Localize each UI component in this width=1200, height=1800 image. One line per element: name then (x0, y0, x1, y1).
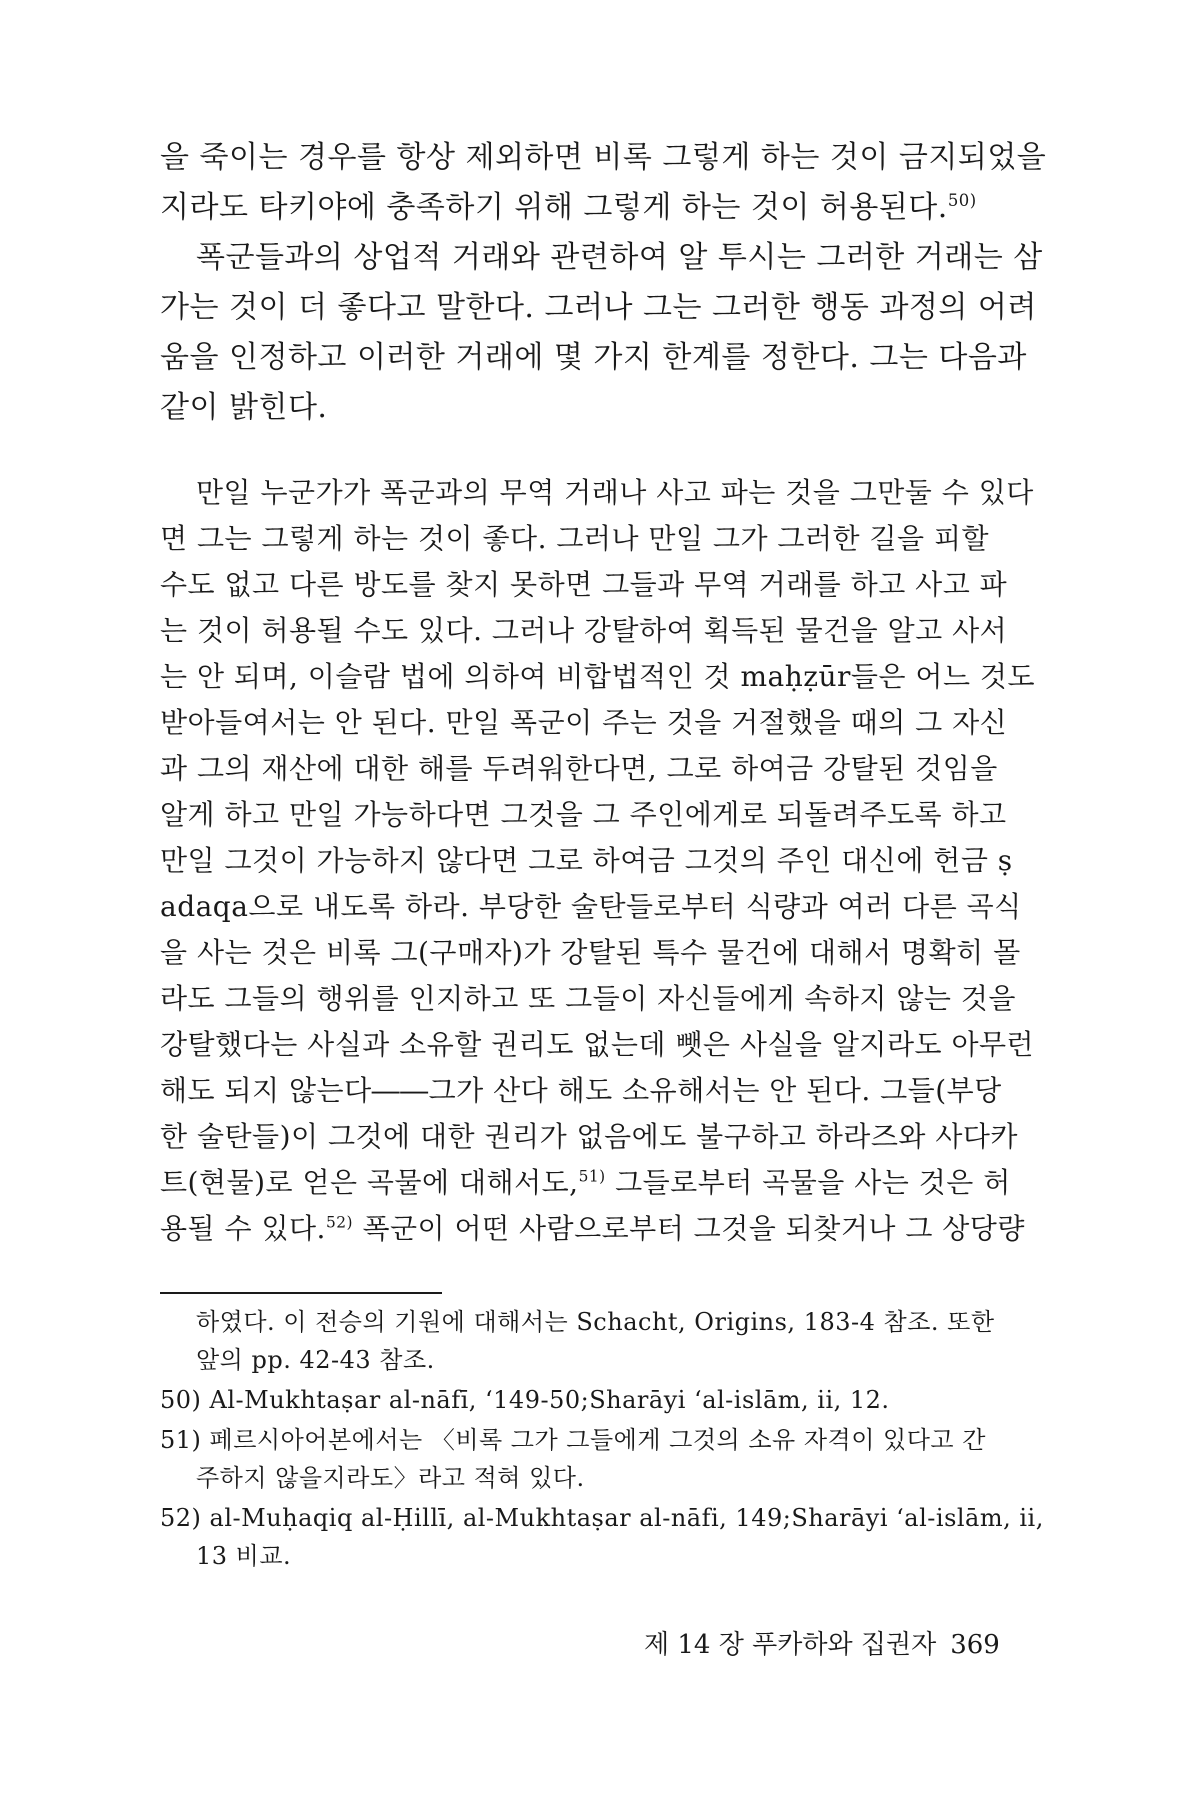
body-line-1: 을 죽이는 경우를 항상 제외하면 비록 그렇게 하는 것이 금지되었을 (160, 140, 1047, 175)
quote-line-1: 만일 누군가가 폭군과의 무역 거래나 사고 파는 것을 그만둘 수 있다 (196, 476, 1034, 509)
footnote-51-line-1: 51) 페르시아어본에서는 〈비록 그가 그들에게 그것의 소유 자격이 있다고 간 (160, 1426, 986, 1454)
body-line-2-text: 지라도 타키야에 충족하기 위해 그렇게 하는 것이 허용된다. (160, 190, 948, 225)
page-footer (644, 1628, 1000, 1662)
quote-line-14: 해도 되지 않는다――그가 산다 해도 소유해서는 안 된다. 그들(부당 (160, 1074, 1002, 1107)
footnote-51-line-2: 주하지 않을지라도〉라고 적혀 있다. (196, 1464, 585, 1492)
quote-line-17-a: 용될 수 있다. (160, 1212, 326, 1245)
quote-line-8: 알게 하고 만일 가능하다면 그것을 그 주인에게로 되돌려주도록 하고 (160, 798, 1007, 831)
quote-line-3: 수도 없고 다른 방도를 찾지 못하면 그들과 무역 거래를 하고 사고 파 (160, 568, 1008, 601)
footnote-continued-line-2: 앞의 pp. 42-43 참조. (196, 1346, 435, 1374)
quote-line-17 (160, 1210, 1025, 1248)
quote-line-6: 받아들여서는 안 된다. 만일 폭군이 주는 것을 거절했을 때의 그 자신 (160, 706, 1008, 739)
footnote-rule (160, 1292, 442, 1294)
quote-line-11: 을 사는 것은 비록 그(구매자)가 강탈된 특수 물건에 대해서 명확히 몰 (160, 936, 1021, 969)
footnote-ref-50: 50) (947, 191, 977, 210)
footnote-52-line-2: 13 비교. (196, 1542, 292, 1570)
footnote-50: 50) Al-Mukhtaṣar al-nāfī, ‘149-50;Sharāyi ‘al-islām, ii, 12. (160, 1386, 890, 1414)
page-number: 369 (950, 1630, 1000, 1660)
footnote-continued-line-1: 하였다. 이 전승의 기원에 대해서는 Schacht, Origins, 183-4 참조. 또한 (196, 1308, 995, 1336)
quote-line-17-b: 폭군이 어떤 사람으로부터 그것을 되찾거나 그 상당량 (353, 1212, 1025, 1245)
body-line-4: 가는 것이 더 좋다고 말한다. 그러나 그는 그러한 행동 과정의 어려 (160, 290, 1037, 325)
quote-line-15: 한 술탄들)이 그것에 대한 권리가 없음에도 불구하고 하라즈와 사다카 (160, 1120, 1018, 1153)
quote-line-4: 는 것이 허용될 수도 있다. 그러나 강탈하여 획득된 물건을 알고 사서 (160, 614, 1008, 647)
body-line-3: 폭군들과의 상업적 거래와 관련하여 알 투시는 그러한 거래는 삼 (196, 240, 1043, 275)
body-line-2 (160, 188, 977, 228)
quote-line-16-b: 그들로부터 곡물을 사는 것은 허 (605, 1166, 1011, 1199)
quote-line-2: 면 그는 그렇게 하는 것이 좋다. 그러나 만일 그가 그러한 길을 피할 (160, 522, 990, 555)
quote-line-7: 과 그의 재산에 대한 해를 두려워한다면, 그로 하여금 강탈된 것임을 (160, 752, 998, 785)
body-line-6: 같이 밝힌다. (160, 390, 328, 425)
footnote-52-line-1: 52) al-Muḥaqiq al-Ḥillī, al-Mukhtaṣar al-nāfi, 149;Sharāyi ‘al-islām, ii, (160, 1504, 1044, 1532)
quote-line-10: adaqa으로 내도록 하라. 부당한 술탄들로부터 식량과 여러 다른 곡식 (160, 890, 1022, 923)
quote-line-13: 강탈했다는 사실과 소유할 권리도 없는데 뺏은 사실을 알지라도 아무런 (160, 1028, 1035, 1061)
quote-line-5: 는 안 되며, 이슬람 법에 의하여 비합법적인 것 maḥẓūr들은 어느 것도 (160, 660, 1036, 693)
body-line-5: 움을 인정하고 이러한 거래에 몇 가지 한계를 정한다. 그는 다음과 (160, 340, 1027, 375)
quote-line-16 (160, 1164, 1011, 1202)
footnote-ref-52: 52) (325, 1213, 354, 1232)
quote-line-9: 만일 그것이 가능하지 않다면 그로 하여금 그것의 주인 대신에 헌금 ṣ (160, 844, 1013, 877)
quote-line-12: 라도 그들의 행위를 인지하고 또 그들이 자신들에게 속하지 않는 것을 (160, 982, 1016, 1015)
quote-line-16-a: 트(현물)로 얻은 곡물에 대해서도, (160, 1166, 579, 1199)
chapter-title: 제 14 장 푸카하와 집권자 (644, 1630, 937, 1660)
footnote-ref-51: 51) (578, 1167, 606, 1186)
